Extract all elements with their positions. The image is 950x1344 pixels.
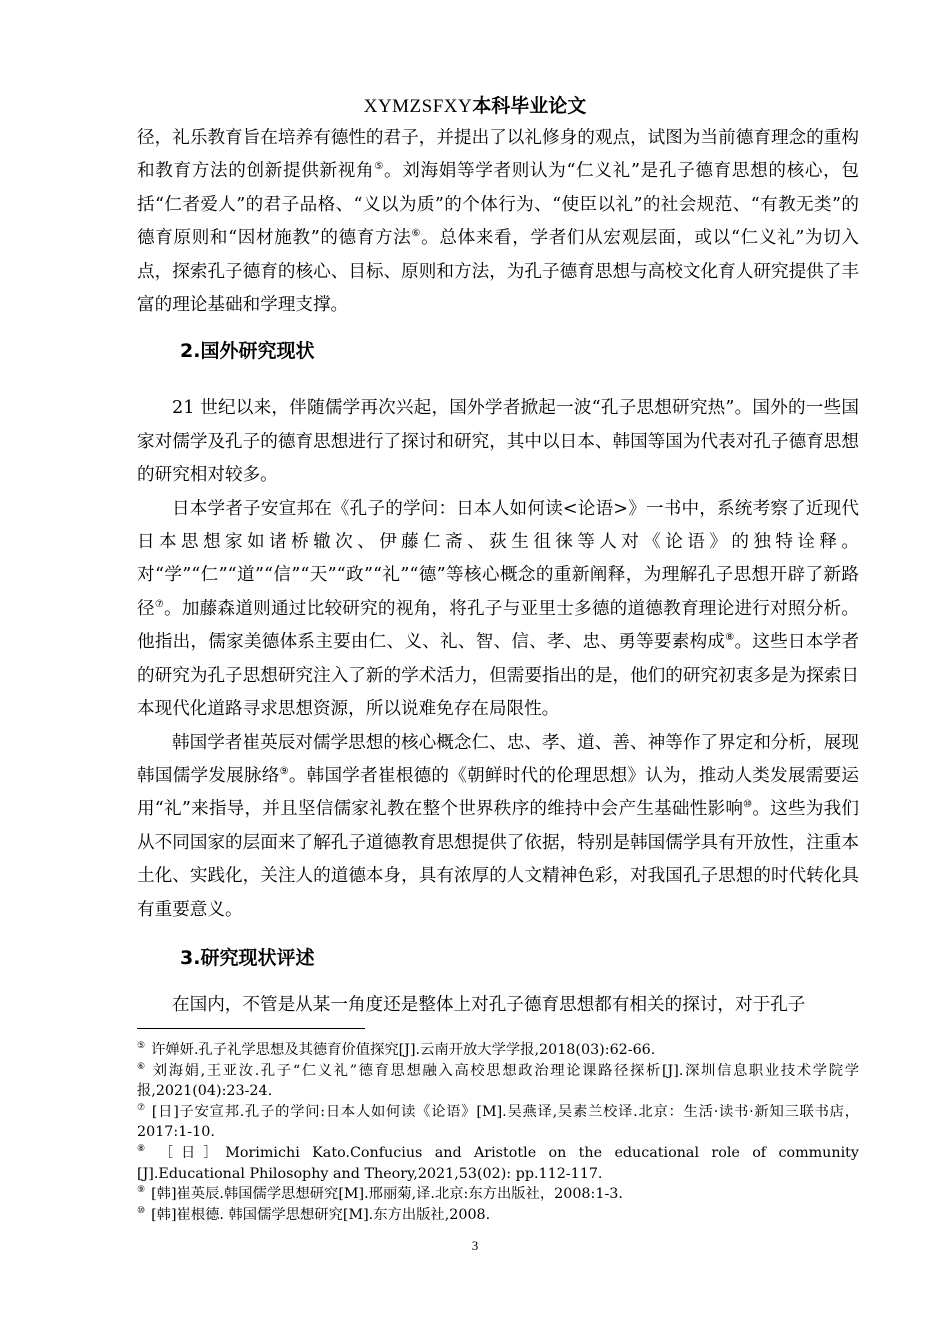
paragraph-korea-research — [137, 727, 859, 927]
footnote-5 — [137, 1040, 859, 1061]
section-heading-foreign-research: 2.国外研究现状 — [180, 340, 315, 363]
footnote-text: 刘海娟,王亚汝.孔子“仁义礼”德育思想融入高校思想政治理论课路径探析[J].深圳信息职业技术学院学报,2021(04):23-24. — [137, 1062, 859, 1100]
footnote-ref-6[interactable]: ⑥ — [411, 228, 422, 240]
paragraph-review-start: 在国内，不管是从某一角度还是整体上对孔子德育思想都有相关的探讨，对于孔子 — [172, 994, 806, 1015]
paragraph-foreign-intro: 21 世纪以来，伴随儒学再次兴起，国外学者掀起一波“孔子思想研究热”。国外的一些国家对儒学及孔子的德育思想进行了探讨和研究，其中以日本、韩国等国为代表对孔子德育思想的研究相对较多。 — [137, 398, 859, 486]
spacer — [137, 380, 859, 392]
footnote-ref-9[interactable]: ⑨ — [279, 766, 289, 778]
footnote-mark: ⑨ — [137, 1185, 146, 1196]
text-run: 日本学者子安宣邦在《孔子的学问：日本人如何读<论语>》一书中，系统考察了近现代日本思想家如诸桥辙次、伊藤仁斋、荻生徂徕等人对《论语》的独特诠释。对“学”“仁”“道”“信”“天”“政”“礼”“德”等核心概念的重新阐释，为理解孔子思想开辟了新路径 — [137, 498, 859, 619]
footnote-mark: ⑦ — [137, 1103, 146, 1114]
footnote-ref-8[interactable]: ⑧ — [725, 632, 735, 644]
page-header — [0, 93, 950, 120]
footnote-7 — [137, 1102, 859, 1143]
footnote-separator — [137, 1028, 365, 1029]
footnote-mark: ⑥ — [137, 1061, 147, 1072]
footnote-ref-10[interactable]: ⑩ — [743, 799, 753, 811]
section-heading-review: 3.研究现状评述 — [180, 946, 315, 969]
text-run: 径，礼乐教育旨在培养有德性的君子，并提出了以礼修身的观点，试图为当前德育理念的重构和教育方法的创新提供新视角 — [137, 128, 859, 182]
paragraph-japan-research — [137, 493, 859, 727]
footnote-9 — [137, 1184, 859, 1205]
header-school-code: XYMZSFXY — [363, 96, 473, 117]
body-text — [137, 122, 859, 1022]
text-run: 。这些日本学者的研究为孔子思想研究注入了新的学术活力，但需要指出的是，他们的研究初衷多是为探索日本现代化道路寻求思想资源，所以说难免存在局限性。 — [137, 632, 859, 720]
text-run: 韩国学者崔英辰对儒学思想的核心概念仁、忠、孝、道、善、神等作了界定和分析，展现韩国儒学发展脉络 — [137, 732, 859, 786]
page-number: 3 — [471, 1238, 479, 1253]
text-run: 。这些为我们从不同国家的层面来了解孔子道德教育思想提供了依据，特别是韩国儒学具有开放性，注重本土化、实践化，关注人的道德本身，具有浓厚的人文精神色彩，对我国孔子思想的时代转化具有重要意义。 — [137, 799, 859, 920]
footnote-text: ［日］Morimichi Kato.Confucius and Aristotle on the educational role of community [J].Educational Philosophy and Theory,2021,53(02): pp.112-117. — [137, 1144, 859, 1182]
text-run: 。加藤森道则通过比较研究的视角，将孔子与亚里士多德的道德教育理论进行对照分析。他指出，儒家美德体系主要由仁、义、礼、智、信、孝、忠、勇等要素构成 — [137, 598, 859, 653]
footnote-ref-5[interactable]: ⑤ — [374, 161, 384, 173]
text-run: 。总体来看，学者们从宏观层面，或以“仁义礼”为切入点，探索孔子德育的核心、目标、原则和方法，为孔子德育思想与高校文化育人研究提供了丰富的理论基础和学理支撑。 — [137, 228, 859, 316]
footnote-ref-7[interactable]: ⑦ — [154, 599, 165, 611]
footnote-text: 许婵妍.孔子礼学思想及其德育价值探究[J].云南开放大学学报,2018(03):62-66. — [151, 1042, 656, 1058]
footnote-8 — [137, 1143, 859, 1184]
footnote-6 — [137, 1061, 859, 1102]
footnote-text: [日]子安宣邦.孔子的学问:日本人如何读《论语》[M].吴燕译,吴素兰校译.北京：生活·读书·新知三联书店，2017:1-10. — [137, 1103, 859, 1141]
footnote-text: [韩]崔英辰.韩国儒学思想研究[M].邢丽菊,译.北京:东方出版社，2008:1-3. — [151, 1186, 623, 1203]
paragraph-domestic-review — [137, 122, 859, 322]
text-run: 。刘海娟等学者则认为“仁义礼”是孔子德育思想的核心，包括“仁者爱人”的君子品格、“义以为质”的个体行为、“使臣以礼”的社会规范、“有教无类”的德育原则和“因材施教”的德育方法 — [137, 161, 859, 249]
header-title: 本科毕业论文 — [472, 95, 587, 117]
text-run: 。韩国学者崔根德的《朝鲜时代的伦理思想》认为，推动人类发展需要运用“礼”来指导，并且坚信儒家礼教在整个世界秩序的维持中会产生基础性影响 — [137, 765, 859, 820]
footnote-mark: ⑤ — [137, 1041, 146, 1052]
footnotes — [137, 1040, 859, 1225]
footnote-10 — [137, 1205, 859, 1226]
footnote-mark: ⑧ — [137, 1144, 153, 1155]
footnote-mark: ⑩ — [137, 1205, 146, 1216]
footnote-text: [韩]崔根德. 韩国儒学思想研究[M].东方出版社,2008. — [151, 1206, 491, 1223]
